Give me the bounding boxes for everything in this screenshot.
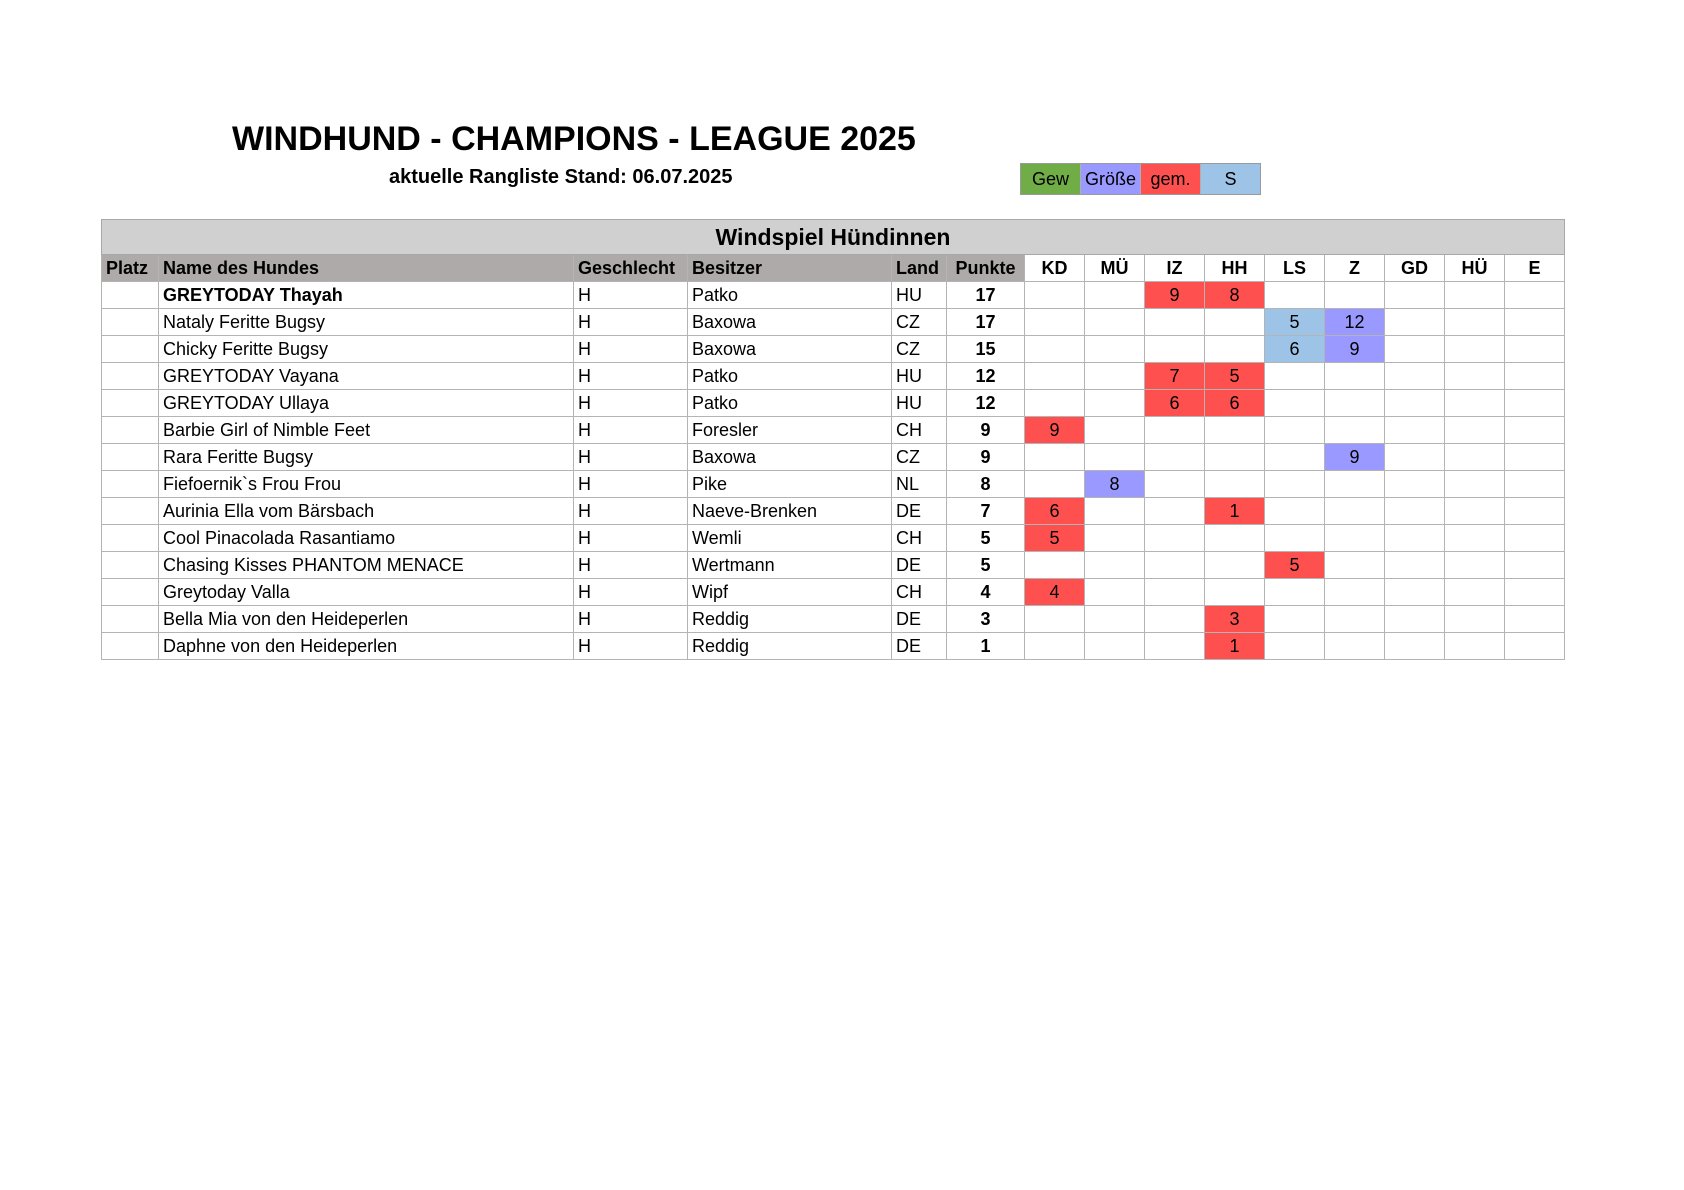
platz-cell xyxy=(102,633,159,660)
score-cell xyxy=(1145,525,1205,552)
score-cell xyxy=(1265,498,1325,525)
platz-cell xyxy=(102,552,159,579)
col-header-platz: Platz xyxy=(102,255,159,282)
owner-cell: Patko xyxy=(688,390,892,417)
score-cell xyxy=(1085,606,1145,633)
dog-name-cell: Nataly Feritte Bugsy xyxy=(159,309,574,336)
legend-gew: Gew xyxy=(1021,164,1081,194)
country-cell: DE xyxy=(892,498,947,525)
sex-cell: H xyxy=(574,552,688,579)
sex-cell: H xyxy=(574,471,688,498)
score-cell xyxy=(1205,309,1265,336)
score-cell xyxy=(1085,525,1145,552)
platz-cell xyxy=(102,444,159,471)
col-header-punkte: Punkte xyxy=(947,255,1025,282)
platz-cell xyxy=(102,309,159,336)
score-cell xyxy=(1385,363,1445,390)
owner-cell: Wipf xyxy=(688,579,892,606)
score-cell xyxy=(1325,552,1385,579)
dog-name-cell: Greytoday Valla xyxy=(159,579,574,606)
score-cell xyxy=(1085,444,1145,471)
score-cell xyxy=(1265,444,1325,471)
score-cell: 4 xyxy=(1025,579,1085,606)
score-cell xyxy=(1325,498,1385,525)
score-cell: 6 xyxy=(1265,336,1325,363)
points-cell: 15 xyxy=(947,336,1025,363)
dog-name-cell: Rara Feritte Bugsy xyxy=(159,444,574,471)
score-cell xyxy=(1385,282,1445,309)
score-cell xyxy=(1325,363,1385,390)
score-cell xyxy=(1085,498,1145,525)
score-cell xyxy=(1445,444,1505,471)
section-title: Windspiel Hündinnen xyxy=(102,220,1565,255)
score-cell: 5 xyxy=(1265,552,1325,579)
score-cell: 1 xyxy=(1205,498,1265,525)
score-cell xyxy=(1265,606,1325,633)
dog-name-cell: Aurinia Ella vom Bärsbach xyxy=(159,498,574,525)
points-cell: 12 xyxy=(947,363,1025,390)
points-cell: 5 xyxy=(947,552,1025,579)
score-cell xyxy=(1205,552,1265,579)
dog-name-cell: Fiefoernik`s Frou Frou xyxy=(159,471,574,498)
score-cell xyxy=(1445,390,1505,417)
owner-cell: Wemli xyxy=(688,525,892,552)
score-cell: 7 xyxy=(1145,363,1205,390)
col-header-name: Name des Hundes xyxy=(159,255,574,282)
legend-groesse: Größe xyxy=(1081,164,1141,194)
score-cell: 8 xyxy=(1205,282,1265,309)
dog-name-cell: Barbie Girl of Nimble Feet xyxy=(159,417,574,444)
sex-cell: H xyxy=(574,525,688,552)
score-cell xyxy=(1085,552,1145,579)
table-row xyxy=(102,417,1565,444)
sex-cell: H xyxy=(574,579,688,606)
points-cell: 3 xyxy=(947,606,1025,633)
score-cell xyxy=(1325,606,1385,633)
points-cell: 5 xyxy=(947,525,1025,552)
score-cell xyxy=(1145,606,1205,633)
table-row xyxy=(102,390,1565,417)
score-cell xyxy=(1385,444,1445,471)
col-header-event: HH xyxy=(1205,255,1265,282)
col-header-land: Land xyxy=(892,255,947,282)
score-cell xyxy=(1025,282,1085,309)
score-cell xyxy=(1265,390,1325,417)
col-header-event: MÜ xyxy=(1085,255,1145,282)
col-header-besitzer: Besitzer xyxy=(688,255,892,282)
score-cell xyxy=(1445,606,1505,633)
platz-cell xyxy=(102,471,159,498)
score-cell xyxy=(1145,417,1205,444)
country-cell: CZ xyxy=(892,444,947,471)
dog-name-cell: Bella Mia von den Heideperlen xyxy=(159,606,574,633)
country-cell: CZ xyxy=(892,336,947,363)
sex-cell: H xyxy=(574,336,688,363)
sex-cell: H xyxy=(574,390,688,417)
score-cell xyxy=(1025,336,1085,363)
legend-s: S xyxy=(1201,164,1260,194)
score-cell xyxy=(1145,471,1205,498)
score-cell xyxy=(1205,471,1265,498)
points-cell: 1 xyxy=(947,633,1025,660)
score-cell xyxy=(1505,336,1565,363)
score-cell xyxy=(1325,525,1385,552)
score-cell xyxy=(1445,309,1505,336)
sex-cell: H xyxy=(574,444,688,471)
dog-name-cell: GREYTODAY Ullaya xyxy=(159,390,574,417)
score-cell xyxy=(1505,417,1565,444)
score-cell xyxy=(1085,390,1145,417)
points-cell: 8 xyxy=(947,471,1025,498)
legend-gem: gem. xyxy=(1141,164,1201,194)
owner-cell: Baxowa xyxy=(688,309,892,336)
score-cell xyxy=(1385,552,1445,579)
score-cell xyxy=(1265,579,1325,606)
score-cell: 6 xyxy=(1025,498,1085,525)
country-cell: NL xyxy=(892,471,947,498)
score-cell xyxy=(1025,633,1085,660)
score-cell xyxy=(1325,579,1385,606)
score-cell xyxy=(1025,552,1085,579)
owner-cell: Reddig xyxy=(688,633,892,660)
score-cell xyxy=(1025,444,1085,471)
country-cell: CH xyxy=(892,579,947,606)
dog-name-cell: GREYTODAY Thayah xyxy=(159,282,574,309)
score-cell xyxy=(1505,633,1565,660)
country-cell: CH xyxy=(892,525,947,552)
score-cell: 3 xyxy=(1205,606,1265,633)
points-cell: 7 xyxy=(947,498,1025,525)
score-cell xyxy=(1145,498,1205,525)
points-cell: 12 xyxy=(947,390,1025,417)
score-cell xyxy=(1505,579,1565,606)
score-cell xyxy=(1445,336,1505,363)
score-cell xyxy=(1385,417,1445,444)
owner-cell: Patko xyxy=(688,363,892,390)
score-cell xyxy=(1505,390,1565,417)
score-cell xyxy=(1505,525,1565,552)
table-row xyxy=(102,579,1565,606)
score-cell xyxy=(1205,579,1265,606)
score-cell xyxy=(1145,552,1205,579)
platz-cell xyxy=(102,417,159,444)
platz-cell xyxy=(102,579,159,606)
page-subtitle: aktuelle Rangliste Stand: 06.07.2025 xyxy=(389,166,733,188)
score-cell xyxy=(1385,606,1445,633)
score-cell xyxy=(1505,606,1565,633)
table-row xyxy=(102,471,1565,498)
page-title: WINDHUND - CHAMPIONS - LEAGUE 2025 xyxy=(232,120,916,158)
score-cell: 9 xyxy=(1325,336,1385,363)
score-cell xyxy=(1085,633,1145,660)
score-cell: 5 xyxy=(1265,309,1325,336)
sex-cell: H xyxy=(574,282,688,309)
sex-cell: H xyxy=(574,606,688,633)
owner-cell: Reddig xyxy=(688,606,892,633)
platz-cell xyxy=(102,282,159,309)
dog-name-cell: GREYTODAY Vayana xyxy=(159,363,574,390)
col-header-event: Z xyxy=(1325,255,1385,282)
table-row xyxy=(102,444,1565,471)
platz-cell xyxy=(102,498,159,525)
col-header-geschlecht: Geschlecht xyxy=(574,255,688,282)
score-cell xyxy=(1385,336,1445,363)
score-cell xyxy=(1505,471,1565,498)
platz-cell xyxy=(102,363,159,390)
score-cell xyxy=(1085,309,1145,336)
owner-cell: Pike xyxy=(688,471,892,498)
score-cell xyxy=(1445,363,1505,390)
owner-cell: Naeve-Brenken xyxy=(688,498,892,525)
points-cell: 4 xyxy=(947,579,1025,606)
sex-cell: H xyxy=(574,498,688,525)
score-cell xyxy=(1385,309,1445,336)
score-cell xyxy=(1385,390,1445,417)
dog-name-cell: Chasing Kisses PHANTOM MENACE xyxy=(159,552,574,579)
country-cell: CH xyxy=(892,417,947,444)
score-cell xyxy=(1445,525,1505,552)
score-cell xyxy=(1025,390,1085,417)
score-cell xyxy=(1265,525,1325,552)
score-cell xyxy=(1505,444,1565,471)
score-cell: 5 xyxy=(1205,363,1265,390)
table-row xyxy=(102,525,1565,552)
score-cell xyxy=(1205,336,1265,363)
dog-name-cell: Cool Pinacolada Rasantiamo xyxy=(159,525,574,552)
col-header-event: KD xyxy=(1025,255,1085,282)
score-cell xyxy=(1325,417,1385,444)
score-cell xyxy=(1325,471,1385,498)
score-cell xyxy=(1265,282,1325,309)
score-cell: 8 xyxy=(1085,471,1145,498)
dog-name-cell: Daphne von den Heideperlen xyxy=(159,633,574,660)
owner-cell: Baxowa xyxy=(688,444,892,471)
sex-cell: H xyxy=(574,633,688,660)
owner-cell: Baxowa xyxy=(688,336,892,363)
score-cell xyxy=(1145,633,1205,660)
col-header-event: LS xyxy=(1265,255,1325,282)
score-cell xyxy=(1505,363,1565,390)
score-cell xyxy=(1025,606,1085,633)
score-cell xyxy=(1445,552,1505,579)
country-cell: HU xyxy=(892,390,947,417)
score-cell xyxy=(1385,525,1445,552)
score-cell xyxy=(1025,471,1085,498)
score-cell xyxy=(1385,498,1445,525)
sex-cell: H xyxy=(574,417,688,444)
sex-cell: H xyxy=(574,309,688,336)
score-cell xyxy=(1085,336,1145,363)
score-cell xyxy=(1385,633,1445,660)
country-cell: DE xyxy=(892,633,947,660)
score-cell: 6 xyxy=(1205,390,1265,417)
score-cell xyxy=(1145,309,1205,336)
col-header-event: GD xyxy=(1385,255,1445,282)
table-row xyxy=(102,309,1565,336)
score-cell xyxy=(1145,579,1205,606)
col-header-event: E xyxy=(1505,255,1565,282)
score-cell xyxy=(1085,579,1145,606)
table-row xyxy=(102,606,1565,633)
score-cell xyxy=(1025,309,1085,336)
score-cell xyxy=(1265,417,1325,444)
owner-cell: Wertmann xyxy=(688,552,892,579)
score-cell xyxy=(1205,525,1265,552)
score-cell xyxy=(1205,417,1265,444)
country-cell: HU xyxy=(892,363,947,390)
score-cell: 5 xyxy=(1025,525,1085,552)
points-cell: 17 xyxy=(947,309,1025,336)
ranking-table xyxy=(101,219,1565,660)
col-header-event: HÜ xyxy=(1445,255,1505,282)
score-cell xyxy=(1505,552,1565,579)
score-cell xyxy=(1265,633,1325,660)
points-cell: 9 xyxy=(947,444,1025,471)
score-cell xyxy=(1385,579,1445,606)
table-row xyxy=(102,633,1565,660)
score-cell xyxy=(1325,282,1385,309)
score-cell xyxy=(1085,282,1145,309)
score-cell xyxy=(1445,633,1505,660)
score-cell: 6 xyxy=(1145,390,1205,417)
col-header-event: IZ xyxy=(1145,255,1205,282)
score-cell xyxy=(1205,444,1265,471)
country-cell: DE xyxy=(892,552,947,579)
platz-cell xyxy=(102,336,159,363)
country-cell: DE xyxy=(892,606,947,633)
score-cell xyxy=(1445,471,1505,498)
points-cell: 9 xyxy=(947,417,1025,444)
score-cell xyxy=(1325,633,1385,660)
dog-name-cell: Chicky Feritte Bugsy xyxy=(159,336,574,363)
platz-cell xyxy=(102,390,159,417)
score-cell xyxy=(1505,309,1565,336)
owner-cell: Foresler xyxy=(688,417,892,444)
score-cell xyxy=(1085,363,1145,390)
table-row xyxy=(102,282,1565,309)
table-row xyxy=(102,363,1565,390)
score-cell: 1 xyxy=(1205,633,1265,660)
sex-cell: H xyxy=(574,363,688,390)
score-cell xyxy=(1265,363,1325,390)
owner-cell: Patko xyxy=(688,282,892,309)
column-header-row xyxy=(102,255,1565,282)
table-row xyxy=(102,552,1565,579)
score-cell: 9 xyxy=(1325,444,1385,471)
score-cell xyxy=(1445,417,1505,444)
score-cell: 9 xyxy=(1145,282,1205,309)
score-cell xyxy=(1145,444,1205,471)
points-cell: 17 xyxy=(947,282,1025,309)
score-cell xyxy=(1145,336,1205,363)
score-cell xyxy=(1445,282,1505,309)
score-cell xyxy=(1505,498,1565,525)
score-cell xyxy=(1445,498,1505,525)
legend xyxy=(1020,163,1261,195)
platz-cell xyxy=(102,525,159,552)
country-cell: HU xyxy=(892,282,947,309)
section-header-row xyxy=(102,220,1565,255)
table-row xyxy=(102,336,1565,363)
platz-cell xyxy=(102,606,159,633)
score-cell xyxy=(1325,390,1385,417)
score-cell xyxy=(1445,579,1505,606)
table-row xyxy=(102,498,1565,525)
score-cell: 9 xyxy=(1025,417,1085,444)
score-cell xyxy=(1265,471,1325,498)
score-cell xyxy=(1385,471,1445,498)
score-cell xyxy=(1085,417,1145,444)
score-cell: 12 xyxy=(1325,309,1385,336)
country-cell: CZ xyxy=(892,309,947,336)
score-cell xyxy=(1505,282,1565,309)
score-cell xyxy=(1025,363,1085,390)
